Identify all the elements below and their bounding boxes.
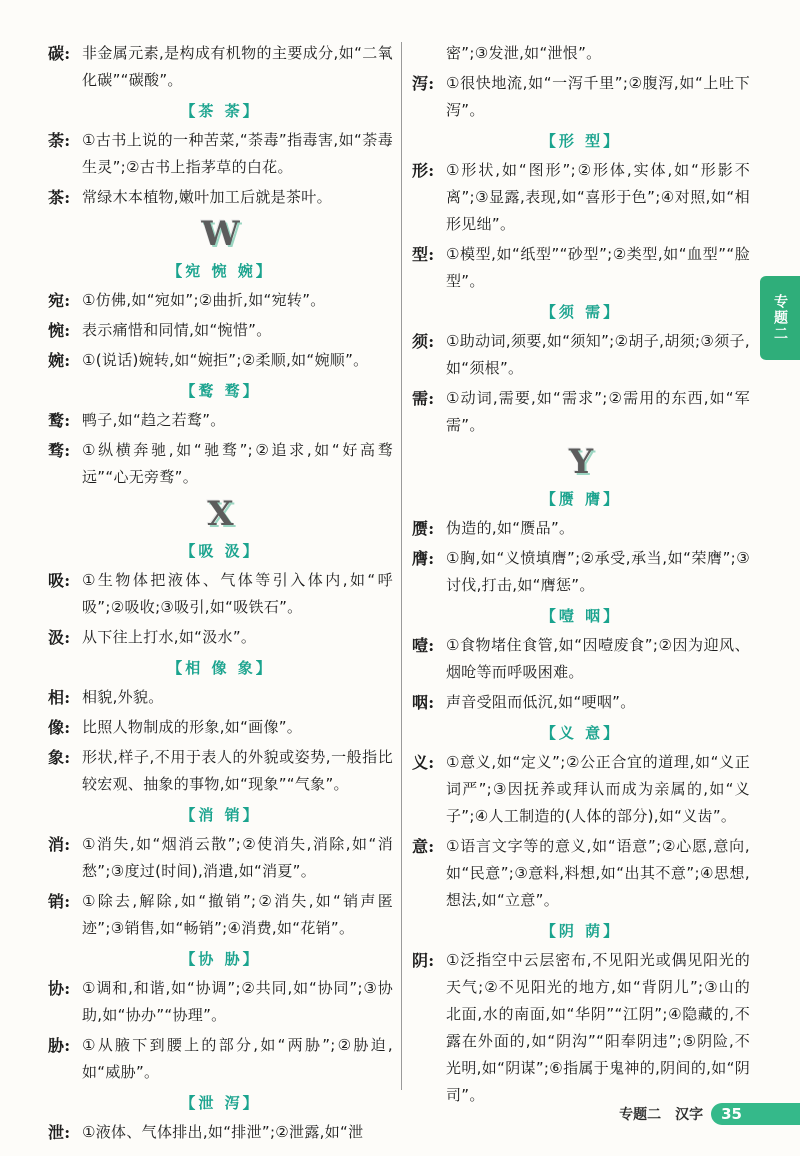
definition: ①生物体把液体、气体等引入体内,如“呼吸”;②吸收;③吸引,如“吸铁石”。 — [82, 571, 393, 616]
entry — [412, 545, 750, 599]
definition: ①意义,如“定义”;②公正合宜的道理,如“义正词严”;③因抚养或拜认而成为亲属的,如“义子”;④人工制造的(人体的部分),如“义齿”。 — [446, 753, 750, 825]
definition: ①助动词,须要,如“须知”;②胡子,胡须;③须子,如“须根”。 — [446, 332, 750, 377]
entry — [412, 241, 750, 295]
entry — [48, 1119, 393, 1146]
definition: ①古书上说的一种苦菜,“荼毒”指毒害,如“荼毒生灵”;②古书上指茅草的白花。 — [82, 131, 393, 176]
group-heading: 【噎 咽】 — [540, 607, 622, 625]
headword: 茶: — [48, 188, 71, 207]
entry — [48, 437, 393, 491]
group-heading: 【消 销】 — [180, 806, 261, 824]
definition: ①仿佛,如“宛如”;②曲折,如“宛转”。 — [82, 291, 326, 309]
entry — [48, 714, 393, 741]
entry — [48, 624, 393, 651]
headword: 咽: — [412, 693, 435, 712]
definition: 从下往上打水,如“汲水”。 — [82, 628, 257, 646]
group-heading: 【泄 泻】 — [180, 1094, 261, 1112]
headword: 阴: — [412, 951, 435, 970]
headword: 协: — [48, 979, 71, 998]
entry — [412, 385, 750, 439]
headword: 碳: — [48, 44, 71, 63]
group-heading: 【赝 膺】 — [540, 490, 622, 508]
headword: 骛: — [48, 441, 71, 460]
headword: 赝: — [412, 519, 435, 538]
definition: 声音受阻而低沉,如“哽咽”。 — [446, 693, 636, 711]
headword: 消: — [48, 835, 71, 854]
headword: 形: — [412, 161, 435, 180]
group-heading: 【鹜 骛】 — [180, 382, 261, 400]
definition: ①很快地流,如“一泻千里”;②腹泻,如“上吐下泻”。 — [446, 74, 750, 119]
group-heading: 【阴 荫】 — [540, 922, 622, 940]
entry — [48, 407, 393, 434]
headword: 义: — [412, 753, 435, 772]
definition: 表示痛惜和同情,如“惋惜”。 — [82, 321, 272, 339]
headword: 吸: — [48, 571, 71, 590]
page-footer — [619, 1103, 800, 1125]
entry — [48, 831, 393, 885]
entry — [48, 567, 393, 621]
headword: 意: — [412, 837, 435, 856]
definition: ①食物堵住食管,如“因噎废食”;②因为迎风、烟呛等而呼吸困难。 — [446, 636, 750, 681]
entry — [412, 515, 750, 542]
entry — [48, 975, 393, 1029]
definition: ①胸,如“义愤填膺”;②承受,承当,如“荣膺”;③讨伐,打击,如“膺惩”。 — [446, 549, 750, 594]
right-column — [412, 40, 750, 1112]
entry — [48, 744, 393, 798]
entry — [48, 347, 393, 374]
definition: ①泛指空中云层密布,不见阳光或偶见阳光的天气;②不见阳光的地方,如“背阴儿”;③山的北面,水的南面,如“华阴”“江阴”;④隐藏的,不露在外面的,如“阴沟”“阳奉阴违”;⑤阴险,不光明,如“阴谋”;⑥指属于鬼神的,阴间的,如“阴司”。 — [446, 951, 750, 1104]
headword: 膺: — [412, 549, 435, 568]
headword: 鹜: — [48, 411, 71, 430]
definition: 鸭子,如“趋之若鹜”。 — [82, 411, 226, 429]
entry — [412, 632, 750, 686]
entry — [412, 157, 750, 238]
definition: ①(说话)婉转,如“婉拒”;②柔顺,如“婉顺”。 — [82, 351, 369, 369]
definition: 形状,样子,不用于表人的外貌或姿势,一般指比较宏观、抽象的事物,如“现象”“气象”。 — [82, 748, 393, 793]
entry — [412, 70, 750, 124]
definition: ①液体、气体排出,如“排泄”;②泄露,如“泄 — [82, 1123, 364, 1141]
entry — [48, 317, 393, 344]
definition: 非金属元素,是构成有机物的主要成分,如“二氧化碳”“碳酸”。 — [82, 44, 393, 89]
headword: 噎: — [412, 636, 435, 655]
group-heading: 【茶 荼】 — [180, 102, 261, 120]
headword: 婉: — [48, 351, 71, 370]
entry — [48, 684, 393, 711]
group-heading: 【须 需】 — [540, 303, 622, 321]
headword: 相: — [48, 688, 71, 707]
page-number: 35 — [711, 1103, 800, 1125]
definition: 常绿木本植物,嫩叶加工后就是茶叶。 — [82, 188, 332, 206]
headword: 像: — [48, 718, 71, 737]
chapter-side-tab: 专题二 — [760, 276, 800, 360]
headword: 惋: — [48, 321, 71, 340]
group-heading: 【形 型】 — [540, 132, 622, 150]
headword: 荼: — [48, 131, 71, 150]
group-heading: 【宛 惋 婉】 — [167, 262, 274, 280]
definition: 比照人物制成的形象,如“画像”。 — [82, 718, 303, 736]
entry — [412, 328, 750, 382]
definition: 相貌,外貌。 — [82, 688, 164, 706]
definition: ①形状,如“图形”;②形体,实体,如“形影不离”;③显露,表现,如“喜形于色”;④对照,如“相形见绌”。 — [446, 161, 750, 233]
definition: 伪造的,如“赝品”。 — [446, 519, 575, 537]
definition: ①纵横奔驰,如“驰骛”;②追求,如“好高骛远”“心无旁骛”。 — [82, 441, 393, 486]
column-divider — [401, 42, 402, 1090]
headword: 销: — [48, 892, 71, 911]
entry — [412, 833, 750, 914]
headword: 需: — [412, 389, 435, 408]
entry-tan — [48, 40, 393, 94]
entry — [48, 1032, 393, 1086]
definition: ①模型,如“纸型”“砂型”;②类型,如“血型”“脸型”。 — [446, 245, 750, 290]
headword: 泻: — [412, 74, 435, 93]
definition: ①语言文字等的意义,如“语意”;②心愿,意向,如“民意”;③意料,料想,如“出其不意”;④思想,想法,如“立意”。 — [446, 837, 750, 909]
left-column — [48, 40, 393, 1149]
headword: 胁: — [48, 1036, 71, 1055]
definition: ①消失,如“烟消云散”;②使消失,消除,如“消愁”;③度过(时间),消遣,如“消夏”。 — [82, 835, 393, 880]
definition: ①除去,解除,如“撤销”;②消失,如“销声匿迹”;③销售,如“畅销”;④消费,如“花销”。 — [82, 892, 393, 937]
group-heading: 【协 胁】 — [180, 950, 261, 968]
entry — [412, 689, 750, 716]
alphabet-letter-x: X — [207, 494, 234, 534]
entry — [48, 888, 393, 942]
definition: 密”;③发泄,如“泄恨”。 — [446, 44, 602, 62]
footer-chapter-label: 专题二 汉字 — [619, 1107, 704, 1123]
alphabet-letter-w: W — [201, 214, 240, 254]
entry — [48, 127, 393, 181]
definition: ①动词,需要,如“需求”;②需用的东西,如“军需”。 — [446, 389, 750, 434]
entry — [48, 184, 393, 211]
group-heading: 【吸 汲】 — [180, 542, 261, 560]
entry-continuation — [412, 40, 750, 67]
entry — [48, 287, 393, 314]
headword: 型: — [412, 245, 435, 264]
group-heading: 【义 意】 — [540, 724, 622, 742]
alphabet-letter-y: Y — [568, 442, 594, 482]
definition: ①从腋下到腰上的部分,如“两胁”;②胁迫,如“威胁”。 — [82, 1036, 393, 1081]
group-heading: 【相 像 象】 — [167, 659, 274, 677]
headword: 泄: — [48, 1123, 71, 1142]
headword: 汲: — [48, 628, 71, 647]
entry — [412, 749, 750, 830]
headword: 象: — [48, 748, 71, 767]
headword: 须: — [412, 332, 435, 351]
definition: ①调和,和谐,如“协调”;②共同,如“协同”;③协助,如“协办”“协理”。 — [82, 979, 393, 1024]
entry — [412, 947, 750, 1109]
headword: 宛: — [48, 291, 71, 310]
